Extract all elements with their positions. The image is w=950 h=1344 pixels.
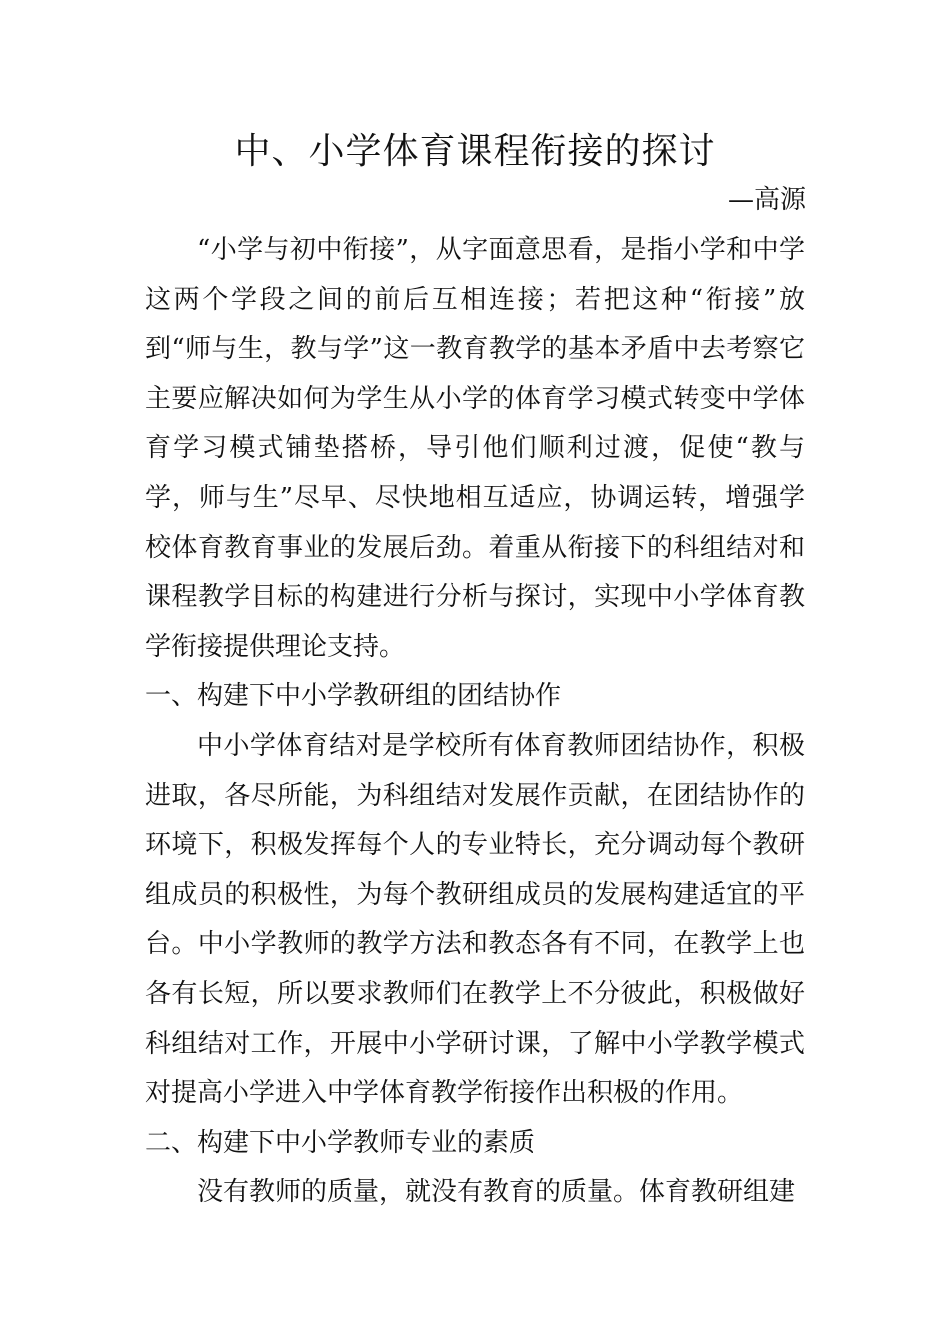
document-title: 中、小学体育课程衔接的探讨 — [234, 131, 716, 172]
document-author: —高源 — [727, 185, 806, 215]
document-body — [145, 226, 805, 1218]
section-1-paragraph: 中小学体育结对是学校所有体育教师团结协作，积极进取，各尽所能，为科组结对发展作贡献，在团结协作的环境下，积极发挥每个人的专业特长，充分调动每个教研组成员的积极性，为每个教研组成员的发展构建适宜的平台。中小学教师的教学方法和教态各有不同，在教学上也各有长短，所以要求教师们在教学上不分彼此，积极做好科组结对工作，开展中小学研讨课，了解中小学教学模式对提高小学进入中学体育教学衔接作出积极的作用。 — [145, 730, 805, 1109]
intro-paragraph: “小学与初中衔接”，从字面意思看，是指小学和中学这两个学段之间的前后互相连接；若把这种“衔接”放到“师与生，教与学”这一教育教学的基本矛盾中去考察它主要应解决如何为学生从小学的体育学习模式转变中学体育学习模式铺垫搭桥，导引他们顺利过渡，促使“教与学，师与生”尽早、尽快地相互适应，协调运转，增强学校体育教育事业的发展后劲。着重从衔接下的科组结对和课程教学目标的构建进行分析与探讨，实现中小学体育教学衔接提供理论支持。 — [145, 235, 805, 662]
section-2-paragraph: 没有教师的质量，就没有教育的质量。体育教研组建 — [197, 1177, 796, 1208]
section-2-heading: 二、构建下中小学教师专业的素质 — [145, 1127, 536, 1158]
section-1-heading: 一、构建下中小学教研组的团结协作 — [145, 681, 562, 712]
